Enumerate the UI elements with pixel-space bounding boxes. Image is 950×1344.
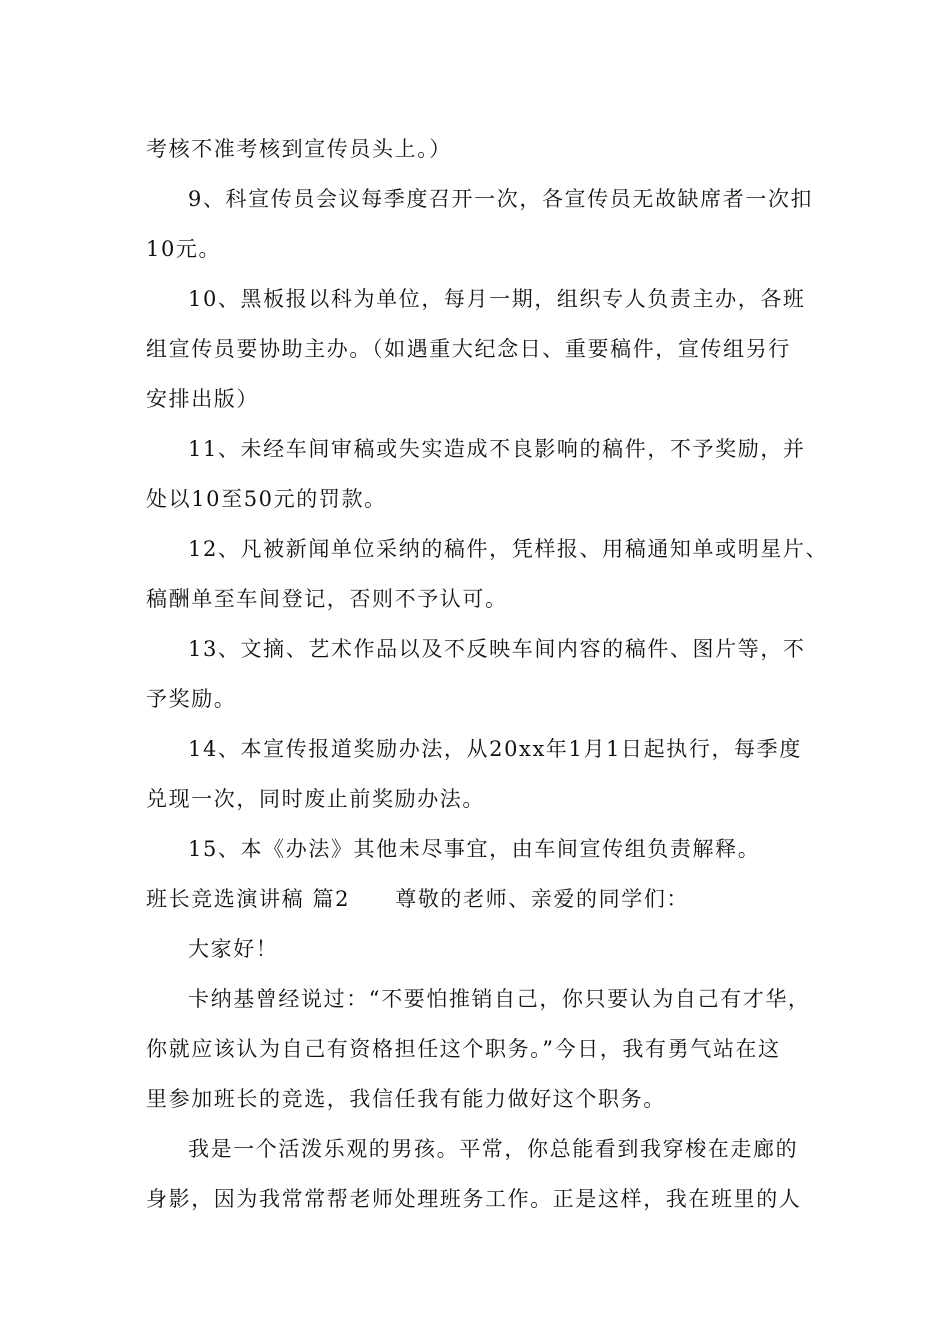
paragraph-line: 身影，因为我常常帮老师处理班务工作。正是这样，我在班里的人	[146, 1187, 802, 1211]
paragraph-line: 稿酬单至车间登记，否则不予认可。	[146, 587, 508, 611]
paragraph-line: 考核不准考核到宣传员头上。）	[146, 137, 452, 161]
paragraph-line: 组宣传员要协助主办。（如遇重大纪念日、重要稿件，宣传组另行	[146, 337, 791, 361]
paragraph-line: 10元。	[146, 237, 222, 261]
paragraph-line: 兑现一次，同时废止前奖励办法。	[146, 787, 485, 811]
paragraph-line: 12、凡被新闻单位采纳的稿件，凭样报、用稿通知单或明星片、	[188, 537, 829, 561]
paragraph-line: 14、本宣传报道奖励办法，从20xx年1月1日起执行，每季度	[188, 737, 802, 761]
paragraph-line: 13、文摘、艺术作品以及不反映车间内容的稿件、图片等，不	[188, 637, 806, 661]
paragraph-line: 处以10至50元的罚款。	[146, 487, 387, 511]
paragraph-line: 10、黑板报以科为单位，每月一期，组织专人负责主办，各班	[188, 287, 806, 311]
paragraph-line: 大家好！	[188, 937, 279, 961]
paragraph-line: 11、未经车间审稿或失实造成不良影响的稿件，不予奖励，并	[188, 437, 806, 461]
paragraph-line: 卡纳基曾经说过：“不要怕推销自己，你只要认为自己有才华，	[188, 987, 811, 1011]
section-heading-line: 班长竞选演讲稿 篇2 尊敬的老师、亲爱的同学们：	[146, 887, 690, 911]
paragraph-line: 你就应该认为自己有资格担任这个职务。”今日，我有勇气站在这	[146, 1037, 781, 1061]
paragraph-line: 安排出版）	[146, 387, 259, 411]
paragraph-line: 15、本《办法》其他未尽事宜，由车间宣传组负责解释。	[188, 837, 761, 861]
paragraph-line: 9、科宣传员会议每季度召开一次，各宣传员无故缺席者一次扣	[188, 187, 814, 211]
paragraph-line: 我是一个活泼乐观的男孩。平常，你总能看到我穿梭在走廊的	[188, 1137, 799, 1161]
paragraph-line: 予奖励。	[146, 687, 237, 711]
paragraph-line: 里参加班长的竞选，我信任我有能力做好这个职务。	[146, 1087, 666, 1111]
